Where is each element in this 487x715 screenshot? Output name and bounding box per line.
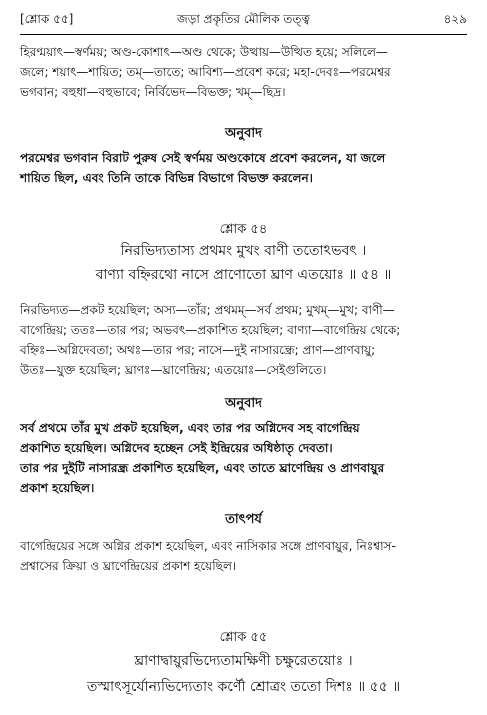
synonyms-54: [20, 300, 467, 380]
synonym-line: নিরভিদ্যত—প্রকট হয়েছিল; অস্য—তাঁর; প্রথমম্—সর্ব প্রথম; মুখম্—মুখ; বাণী—: [20, 303, 395, 317]
verse-54-line-1: নিরভিদ্যতাস্য প্রথমং মুখং বাণী ততোঽভবৎ ।: [120, 243, 367, 259]
purport-line: বাগেন্দ্রিয়ের সঙ্গে অগ্নির প্রকাশ হয়েছিল, এবং নাসিকার সঙ্গে প্রাণবায়ুর, নিঃশ্বাস-: [20, 539, 396, 553]
header-rule: [20, 34, 467, 35]
translation-line: সর্ব প্রথমে তাঁর মুখ প্রকট হয়েছিল, এবং তার পর অগ্নিদেব সহ বাগেন্দ্রিয়: [20, 421, 360, 435]
purport-heading: তাৎপর্য: [225, 512, 262, 527]
synonyms-53: [20, 42, 467, 102]
verse-55-line-2: তস্মাৎসূর্যোন্যভিদ্যেতাং কর্ণৌ শ্রোত্রং ততো দিশঃ ॥ ৫৫ ॥: [86, 679, 401, 695]
synonym-line: ভগবান; বহুধা—বহুভাবে; নির্বিভেদ—বিভক্ত; খম্—ছিদ্র।: [20, 85, 286, 99]
translation-heading-54: অনুবাদ: [225, 396, 262, 411]
verse-54-line-2: বাণ্যা বহ্নিরথো নাসে প্রাণোতো ঘ্রাণ এতয়োঃ ॥ ৫৪ ॥: [95, 267, 392, 283]
header-page-number: ৪২৯: [443, 12, 467, 26]
synonym-line: বহ্নিঃ—অগ্নিদেবতা; অথঃ—তার পর; নাসে—দুই নাসারন্ধ্রে; প্রাণ—প্রাণবায়ু;: [20, 343, 376, 357]
translation-53: [20, 148, 467, 188]
translation-heading-53: অনুবাদ: [225, 126, 262, 141]
translation-line: তার পর দুইটি নাসারন্ধ্র প্রকাশিত হয়েছিল, এবং তাতে ঘ্রাণেন্দ্রিয় ও প্রাণবায়ুর: [20, 461, 385, 475]
translation-line: প্রকাশ হয়েছিল।: [20, 481, 95, 495]
purport-line: প্রশ্বাসের ক্রিয়া ও ঘ্রাণেন্দ্রিয়ের প্রকাশ হয়েছিল।: [20, 559, 237, 573]
synonym-line: হিরণ্ময়াৎ—স্বর্ণময়; অণ্ড-কোশাৎ—অণ্ড থেকে; উত্থায়—উত্থিত হয়ে; সলিলে—: [20, 45, 388, 59]
verse-55-line-1: ঘ্রাণাদ্বায়ুরভিদ্যেতামক্ষিণী চক্ষুরেতয়োঃ ।: [134, 653, 353, 669]
header-verse-ref: [শ্লোক ৫৫]: [20, 12, 74, 26]
translation-line: প্রকাশিত হয়েছিল। অগ্নিদেব হচ্ছেন সেই ইন্দ্রিয়ের অধিষ্ঠাতৃ দেবতা।: [20, 441, 333, 455]
synonym-line: উতঃ—যুক্ত হয়েছিল; ঘ্রাণঃ—ঘ্রাণেন্দ্রিয়; এতয়োঃ—সেইগুলিতে।: [20, 363, 327, 377]
synonym-line: বাগেন্দ্রিয়; ততঃ—তার পর; অভবৎ—প্রকাশিত হয়েছিল; বাণ্যা—বাগেন্দ্রিয় থেকে;: [20, 323, 401, 337]
running-header: [20, 10, 467, 32]
header-chapter-title: জড়া প্রকৃতির মৌলিক তত্ত্ব: [177, 12, 310, 26]
translation-line: পরমেশ্বর ভগবান বিরাট পুরুষ সেই স্বর্ণময় অণ্ডকোষে প্রবেশ করলেন, যা জলে: [20, 151, 386, 165]
verse-heading-54: শ্লোক ৫৪: [219, 222, 268, 237]
translation-54: [20, 418, 467, 498]
synonym-line: জলে; শয়াৎ—শায়িত; তম্—তাতে; আবিশ্য—প্রবেশ করে; মহা-দেবঃ—পরমেশ্বর: [20, 65, 391, 79]
verse-heading-55: শ্লোক ৫৫: [219, 630, 268, 645]
translation-line: শায়িত ছিল, এবং তিনি তাকে বিভিন্ন বিভাগে বিভক্ত করলেন।: [20, 171, 313, 185]
purport-54: [20, 536, 467, 576]
